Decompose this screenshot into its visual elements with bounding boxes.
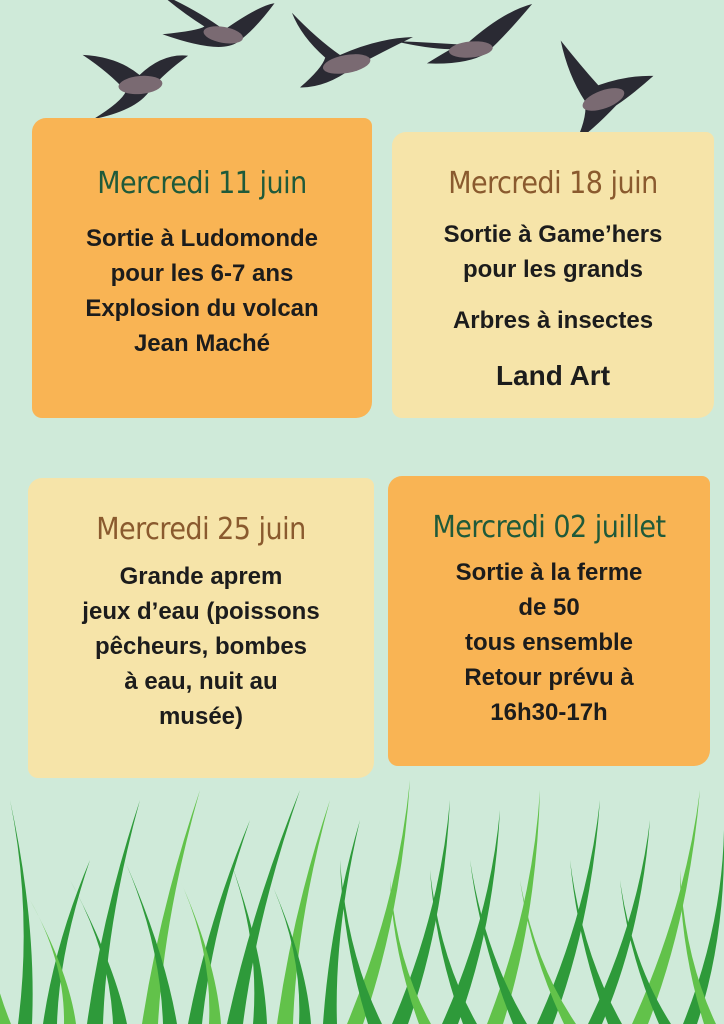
- swallow-icon: [287, 0, 418, 89]
- grass-blade: [142, 790, 200, 1024]
- event-line: Arbres à insectes: [452, 307, 654, 334]
- grass-blade: [520, 880, 576, 1024]
- event-card-june-11: [32, 118, 372, 418]
- grass-blade: [120, 850, 177, 1024]
- grass-blade: [430, 870, 477, 1024]
- grass-blade: [10, 800, 33, 1024]
- grass-blade: [632, 790, 700, 1024]
- event-line: 16h30-17h: [490, 699, 608, 726]
- grass-blade: [347, 780, 410, 1024]
- event-line: pour les 6-7 ans: [110, 260, 294, 287]
- grass-blade: [680, 870, 716, 1024]
- grass-blade: [270, 880, 311, 1024]
- event-line: Land Art: [495, 360, 611, 391]
- grass-blade: [442, 810, 500, 1024]
- grass-blade: [340, 860, 382, 1024]
- event-date-title: Mercredi 18 juin: [448, 166, 658, 201]
- event-card-june-18: [392, 132, 714, 418]
- swallow-icon: [83, 46, 193, 120]
- swallow-icon: [152, 0, 275, 56]
- event-line: Jean Maché: [133, 330, 271, 357]
- event-card-july-02: [388, 476, 710, 766]
- event-line: Sortie à la ferme: [455, 559, 643, 586]
- grass-blade: [180, 880, 221, 1024]
- grass-blade: [487, 790, 540, 1024]
- grass-blade: [620, 880, 671, 1024]
- grass-blade: [227, 790, 300, 1024]
- grass-blade: [230, 860, 267, 1024]
- grass-blade: [392, 800, 450, 1024]
- event-line: tous ensemble: [464, 629, 634, 656]
- grass-blade: [323, 820, 360, 1024]
- grass-blade: [43, 860, 90, 1024]
- event-line: à eau, nuit au: [124, 668, 278, 695]
- grass-blade: [588, 820, 650, 1024]
- event-line: pour les grands: [462, 256, 644, 283]
- grass-blade: [30, 900, 76, 1024]
- swallow-icon: [542, 15, 665, 140]
- event-line: de 50: [518, 594, 580, 621]
- event-card-june-25: [28, 478, 374, 778]
- event-line: musée): [158, 703, 244, 730]
- swallow-icon: [393, 4, 537, 68]
- event-line: Grande aprem: [119, 563, 283, 590]
- event-date-title: Mercredi 11 juin: [97, 166, 307, 201]
- event-line: Retour prévu à: [464, 664, 634, 691]
- grass-blade: [390, 880, 431, 1024]
- grass-blade: [470, 860, 527, 1024]
- event-line: Explosion du volcan: [85, 295, 319, 322]
- event-line: pêcheurs, bombes: [94, 633, 308, 660]
- grass-blade: [188, 820, 250, 1024]
- grass-blade: [277, 800, 330, 1024]
- event-line: Sortie à Game’hers: [443, 221, 663, 248]
- grass-blade: [87, 800, 140, 1024]
- event-line: jeux d’eau (poissons: [82, 598, 320, 625]
- grass-blade: [570, 860, 622, 1024]
- grass-blade: [70, 880, 127, 1024]
- event-line: Sortie à Ludomonde: [85, 225, 318, 252]
- grass-blade: [0, 860, 11, 1024]
- grass-blade: [683, 830, 724, 1024]
- event-date-title: Mercredi 25 juin: [96, 512, 306, 547]
- grass-blade: [537, 800, 600, 1024]
- event-date-title: Mercredi 02 juillet: [432, 510, 666, 545]
